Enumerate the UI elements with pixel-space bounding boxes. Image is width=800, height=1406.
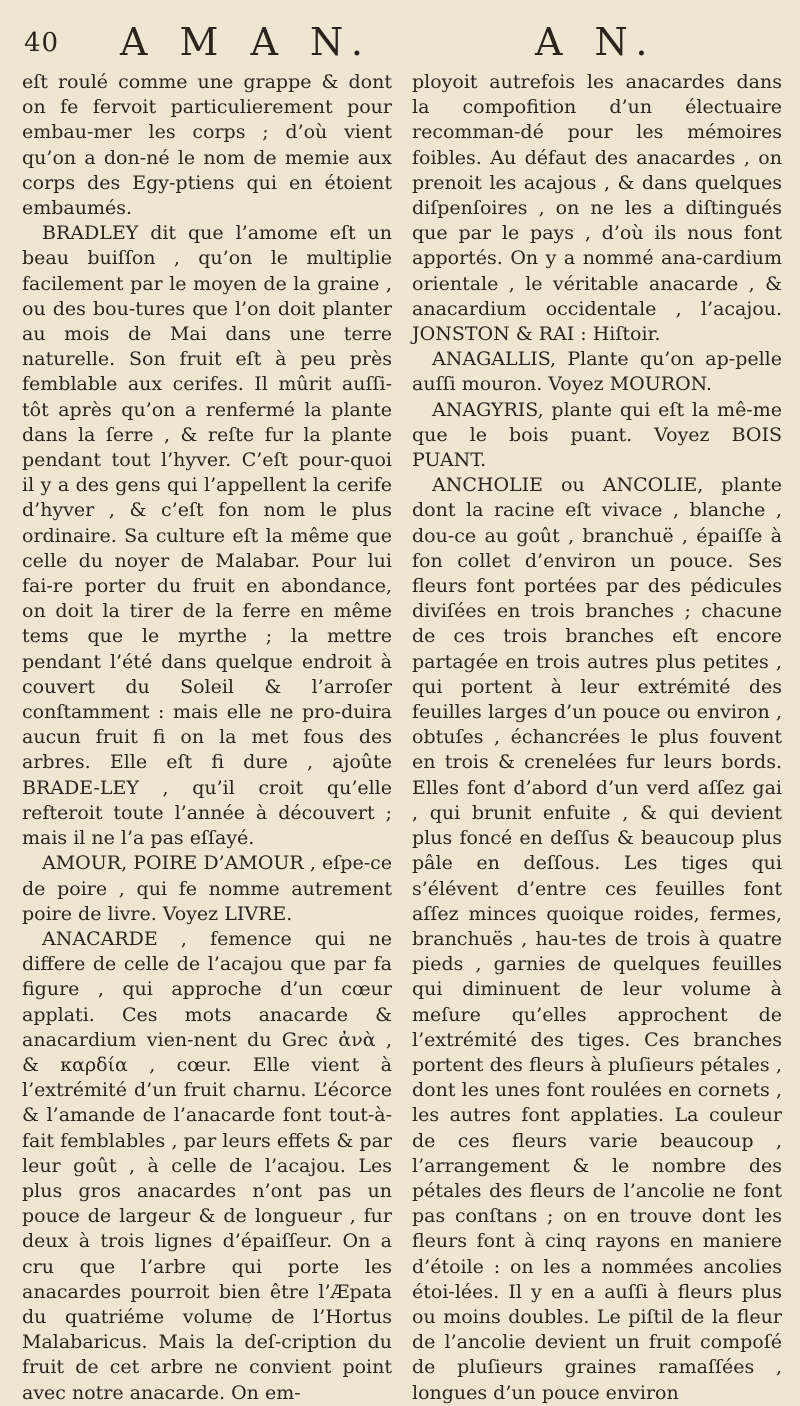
running-head-left: A M A N.: [120, 20, 373, 64]
paragraph-embaumement: eſt roulé comme une grappe & dont on fe fervoit particulierement pour embau-mer les corps ; d’où vient qu’on a don-né le nom de memie aux corps des Egy-ptiens qui en étoient embaumés.: [22, 71, 392, 220]
right-column: [412, 70, 782, 1406]
page-number: 40: [24, 28, 60, 58]
paragraph-anacarde: ANACARDE , femence qui ne differe de celle de l’acajou que par fa figure , qui approche d’un cœur applati. Ces mots anacarde & anacardium vien-nent du Grec ἀνὰ , & καρδία , cœur. Elle vient à l’extrémité d’un fruit charnu. L’écorce & l’amande de l’anacarde font tout-à-fait femblables , par leurs effets & par leur goût , à celle de l’acajou. Les plus gros anacardes n’ont pas un pouce de largeur & de longueur , fur deux à trois lignes d’épaiſſeur. On a cru que l’arbre qui porte les anacardes pourroit bien être l’Æpata du quatriéme volume de l’Hortus Malabaricus. Mais la deſ-cription du fruit de cet arbre ne convient point avec notre anacarde. On em-: [22, 927, 392, 1404]
paragraph-anagyris: ANAGYRIS, plante qui eſt la mê-me que le bois puant. Voyez BOIS PUANT.: [412, 398, 782, 472]
paragraph-anagallis: ANAGALLIS, Plante qu’on ap-pelle auſſi mouron. Voyez MOURON.: [412, 348, 782, 396]
running-head-right: A N.: [535, 20, 658, 64]
paragraph-anacarde-cont: ployoit autrefois les anacardes dans la compofition d’un électuaire recomman-dé pour les mémoires foibles. Au défaut des anacardes , on prenoit les acajous , & dans quelques diſpenſoires , on ne les a diſtingués que par le pays , d’où ils nous font apportés. On y a nommé ana-cardium orientale , le véritable anacarde , & anacardium occidentale , l’acajou. JONSTON & RAI : Hiſtoir.: [412, 71, 782, 346]
left-column: [22, 70, 392, 1406]
page-header: [0, 20, 800, 64]
paragraph-bradley: BRADLEY dit que l’amome eſt un beau buiſſon , qu’on le multiplie facilement par le moyen de la graine , ou des bou-tures que l’on doit planter au mois de Mai dans une terre naturelle. Son fruit eſt à peu près femblable aux cerifes. Il mûrit auſſi-tôt après qu’on a renfermé la plante dans la ſerre , & reſte fur la plante pendant tout l’hyver. C’eſt pour-quoi il y a des gens qui l’appellent la cerife d’hyver , & c’eſt fon nom le plus ordinaire. Sa culture eſt la même que celle du noyer de Malabar. Pour lui fai-re porter du fruit en abondance, on doit la tirer de la ferre en même tems que le myrthe ; la mettre pendant l’été dans quelque endroit à couvert du Soleil & l’arroſer conſtamment : mais elle ne pro-duira aucun fruit fi on la met fous des arbres. Elle eſt fi dure , ajoûte BRADE-LEY , qu’il croit qu’elle refteroit toute l’année à découvert ; mais il ne l’a pas eſſayé.: [22, 222, 392, 850]
paragraph-amour: AMOUR, POIRE D’AMOUR , eſpe-ce de poire , qui fe nomme autrement poire de livre. Voyez LIVRE.: [22, 852, 392, 925]
paragraph-ancholie: ANCHOLIE ou ANCOLIE, plante dont la racine eſt vivace , blanche , dou-ce au goût , branchuë , épaiſſe à fon collet d’environ un pouce. Ses fleurs font portées par des pédicules diviſées en trois branches ; chacune de ces trois branches eſt encore partagée en trois autres plus petites , qui portent à leur extrémité des feuilles larges d’un pouce ou environ , obtuſes , échancrées le plus fouvent en trois & crenelées fur leurs bords. Elles font d’abord d’un verd aſſez gai , qui brunit enfuite , & qui devient plus foncé en deſſus & beaucoup plus pâle en deſſous. Les tiges qui s’élévent d’entre ces feuilles font aſſez minces quoique roides, fermes, branchuës , hau-tes de trois à quatre pieds , garnies de quelques feuilles qui diminuent de leur volume à meſure qu’elles approchent de l’extrémité des tiges. Ces branches portent des fleurs à pluſieurs pétales , dont les unes font roulées en cornets , les autres font applaties. La couleur de ces fleurs varie beaucoup , l’arrangement & le nombre des pétales des fleurs de l’ancolie ne font pas conſtans ; on en trouve dont les fleurs font à cinq rayons en maniere d’étoile : on les a nommées ancolies étoi-lées. Il y en a auſſi à fleurs plus ou moins doubles. Le piſtil de la fleur de l’ancolie devient un fruit compoſé de pluſieurs graines ramaſſées , longues d’un pouce environ: [412, 474, 782, 1404]
